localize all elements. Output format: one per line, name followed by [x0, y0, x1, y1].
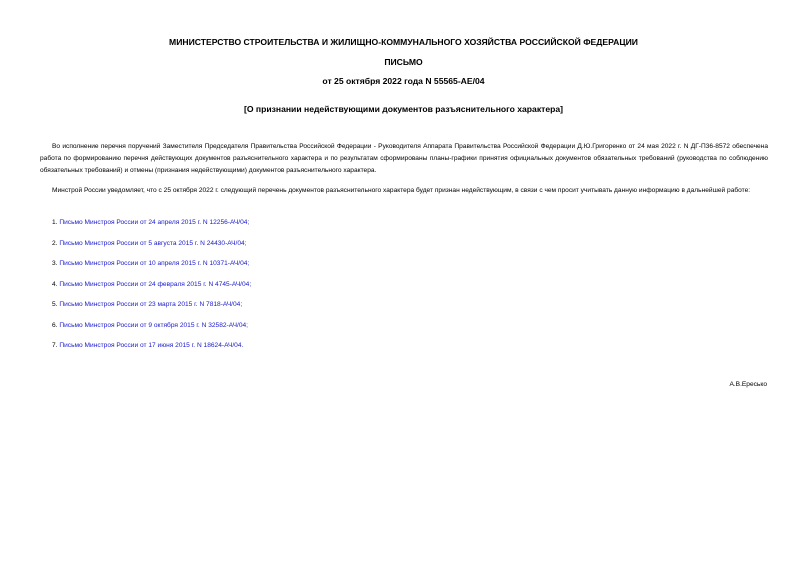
- list-item-number: 2.: [52, 240, 58, 247]
- ministry-title: МИНИСТЕРСТВО СТРОИТЕЛЬСТВА И ЖИЛИЩНО-КОММУНАЛЬНОГО ХОЗЯЙСТВА РОССИЙСКОЙ ФЕДЕРАЦИИ: [169, 37, 638, 47]
- list-item-number: 6.: [52, 322, 58, 329]
- list-item: [52, 239, 247, 249]
- document-link[interactable]: Письмо Минстроя России от 23 марта 2015 г. N 7818-АЧ/04;: [59, 301, 243, 308]
- list-item: [52, 280, 251, 290]
- list-item: [52, 341, 243, 351]
- document-link[interactable]: Письмо Минстроя России от 5 августа 2015 г. N 24430-АЧ/04;: [59, 240, 247, 247]
- document-link[interactable]: Письмо Минстроя России от 9 октября 2015 г. N 32582-АЧ/04;: [59, 322, 248, 329]
- document-subject: [О признании недействующими документов разъяснительного характера]: [243, 104, 564, 114]
- signature: А.В.Ересько: [729, 381, 767, 388]
- list-item-number: 1.: [52, 219, 58, 226]
- document-link[interactable]: Письмо Минстроя России от 17 июня 2015 г. N 18624-АЧ/04.: [59, 342, 244, 349]
- list-item-number: 5.: [52, 301, 58, 308]
- list-item: [52, 218, 249, 228]
- paragraph-intro: Во исполнение перечня поручений Заместителя Председателя Правительства Российской Федерации - Руководителя Аппарата Правительства Российской Федерации Д.Ю.Григоренко от 24 мая 2022 г. N ДГ-П36-8572 обеспечена работа по формированию перечня действующих документов разъяснительного характера и по результатам сформированы планы-графики принятия официальных документов обязательных требований (руководства по соблюдению обязательных требований) и отмены (признания недействующими) документов разъяснительного характера.: [40, 143, 768, 174]
- list-item-number: 7.: [52, 342, 58, 349]
- document-link[interactable]: Письмо Минстроя России от 10 апреля 2015 г. N 10371-АЧ/04;: [59, 260, 250, 267]
- list-item-number: 4.: [52, 281, 58, 288]
- list-item: [52, 300, 242, 310]
- document-link[interactable]: Письмо Минстроя России от 24 апреля 2015 г. N 12256-АЧ/04;: [59, 219, 250, 226]
- paragraph-notice: Минстрой России уведомляет, что с 25 октября 2022 г. следующий перечень документов разъяснительного характера будет признан недействующим, в связи с чем просит учитывать данную информацию в дальнейшей работе:: [52, 187, 751, 194]
- list-item-number: 3.: [52, 260, 58, 267]
- list-item: [52, 259, 249, 269]
- document-type: ПИСЬМО: [384, 57, 423, 67]
- document-link[interactable]: Письмо Минстроя России от 24 февраля 2015 г. N 4745-АЧ/04;: [59, 281, 252, 288]
- document-date-number: от 25 октября 2022 года N 55565-АЕ/04: [322, 76, 485, 86]
- list-item: [52, 321, 248, 331]
